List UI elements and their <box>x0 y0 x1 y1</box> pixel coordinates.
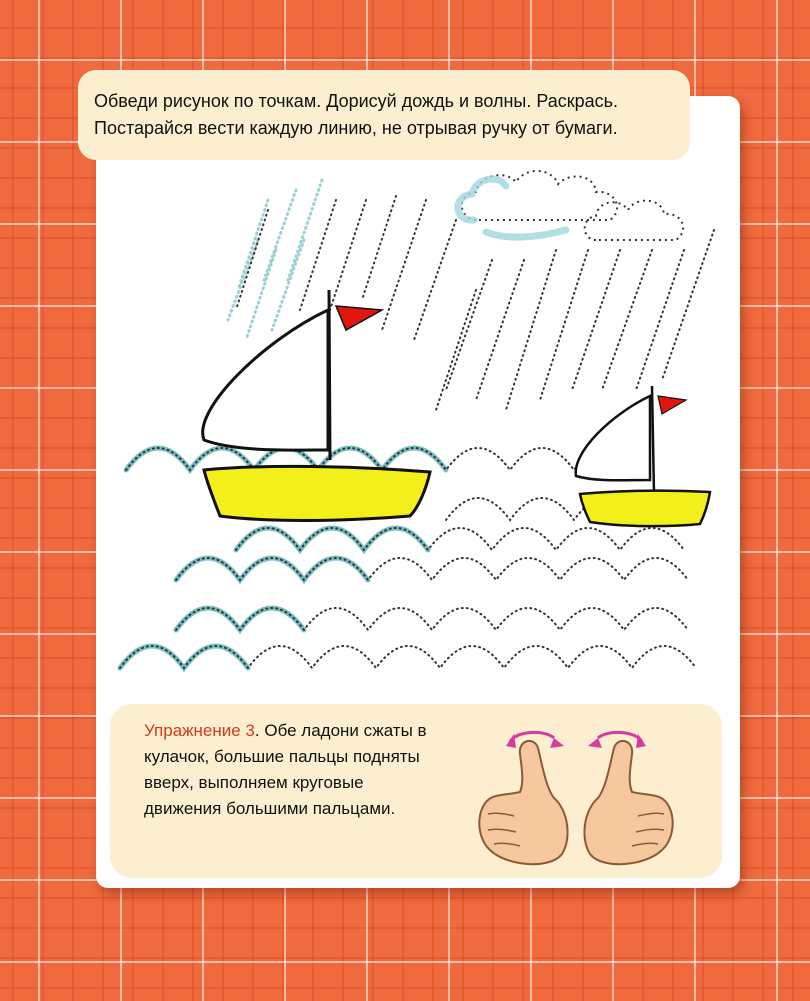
rain-colored <box>228 180 322 340</box>
exercise-title-dot: . <box>254 721 260 740</box>
tracing-artwork <box>96 160 740 700</box>
right-thumb-icon <box>584 732 672 864</box>
exercise-body: Обе ладони сжаты в кулачок, большие пальцы подняты вверх, выполняем круговые движения большими пальцами. <box>144 721 427 818</box>
small-boat-icon <box>576 386 710 526</box>
large-boat-icon <box>203 290 430 521</box>
cloud-icon <box>458 171 683 240</box>
exercise-title: Упражнение 3 <box>144 721 255 740</box>
instruction-line-2: Постарайся вести каждую линию, не отрывая ручку от бумаги. <box>94 118 618 138</box>
exercise-text <box>144 718 444 822</box>
exercise-note <box>110 704 722 878</box>
instruction-note <box>78 70 690 160</box>
instruction-line-1: Обведи рисунок по точкам. Дорисуй дождь и волны. Раскрась. <box>94 91 619 111</box>
thumbs-up-hands-icon <box>466 718 686 868</box>
left-thumb-icon <box>479 732 567 864</box>
